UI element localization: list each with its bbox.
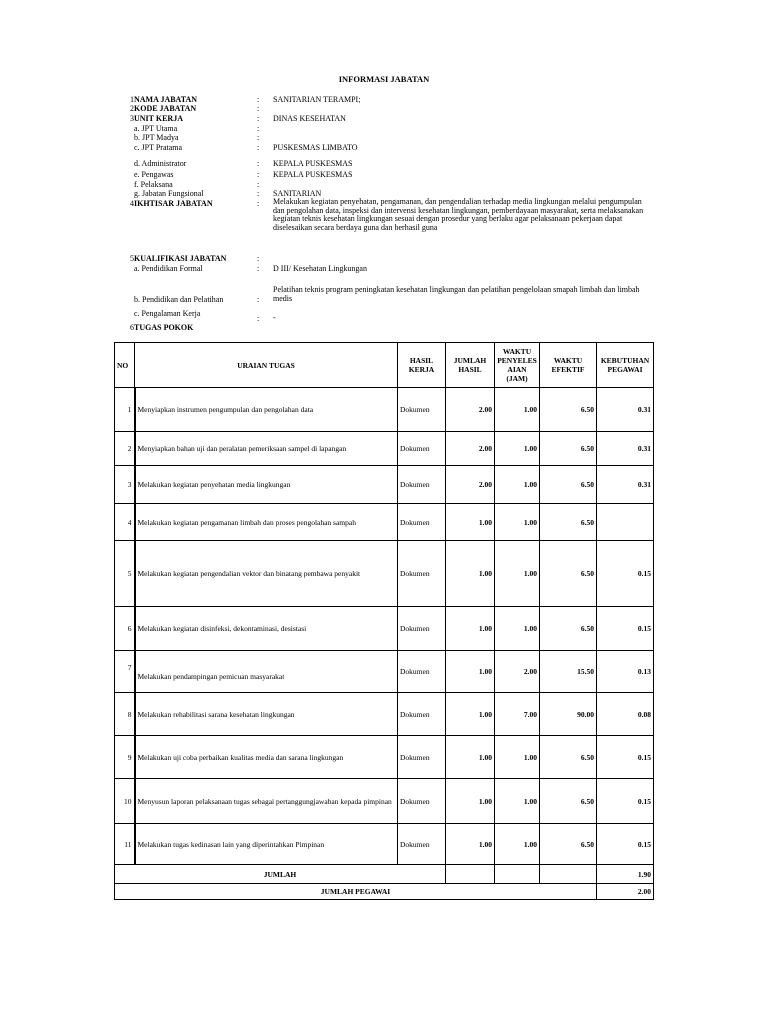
- row-number: 3: [115, 466, 135, 504]
- qual-value-pengalaman: -: [273, 313, 276, 322]
- row-kebutuhan: 0.15: [597, 824, 654, 865]
- row-task: Melakukan tugas kedinasan lain yang diperintahkan Pimpinan: [135, 824, 398, 865]
- unit-label-jabatan-fungsional: g. Jabatan Fungsional: [134, 189, 204, 198]
- field-number: 6: [130, 323, 134, 332]
- unit-label-administrator: d. Administrator: [134, 159, 187, 168]
- qual-value-pelatihan: Pelatihan teknis program peningkatan kesehatan lingkungan dan pelatihan pengelolaan smapah limbah dan limbah medis: [273, 285, 640, 303]
- row-waktu: 1.00: [495, 607, 540, 651]
- field-colon: :: [257, 199, 260, 208]
- task-table: [114, 342, 654, 900]
- row-kebutuhan: [597, 504, 654, 541]
- field-number: 3: [130, 114, 134, 123]
- row-task: Menyusun laporan pelaksanaan tugas sebagai pertanggungjawaban kepada pimpinan: [135, 779, 398, 824]
- row-task: Melakukan kegiatan disinfeksi, dekontaminasi, desistasi: [135, 607, 398, 651]
- field-value-unit-kerja: DINAS KESEHATAN: [273, 114, 346, 123]
- table-row: [115, 651, 654, 693]
- field-colon: :: [257, 264, 260, 273]
- header-jumlah-hasil: JUMLAH HASIL: [446, 343, 495, 388]
- table-row: [115, 693, 654, 736]
- field-label-tugas-pokok: TUGAS POKOK: [134, 323, 194, 332]
- field-colon: :: [257, 95, 260, 104]
- row-jumlah: 1.00: [446, 779, 495, 824]
- field-colon: :: [257, 143, 260, 152]
- row-kebutuhan: 0.15: [597, 779, 654, 824]
- row-jumlah: 1.00: [446, 693, 495, 736]
- table-row: [115, 504, 654, 541]
- row-efektif: 6.50: [540, 466, 597, 504]
- row-jumlah: 1.00: [446, 541, 495, 607]
- total-value: 1.90: [597, 865, 654, 884]
- page-title: INFORMASI JABATAN: [338, 74, 430, 84]
- row-jumlah: 2.00: [446, 466, 495, 504]
- unit-label-jpt-utama: a. JPT Utama: [134, 124, 178, 133]
- field-number: 4: [130, 199, 134, 208]
- row-efektif: 6.50: [540, 541, 597, 607]
- field-number: 1: [130, 95, 134, 104]
- unit-value-administrator: KEPALA PUSKESMAS: [273, 159, 353, 168]
- row-task: Melakukan uji coba perbaikan kualitas media dan sarana lingkungan: [135, 736, 398, 779]
- table-header-row: [115, 343, 654, 388]
- header-hasil-kerja: HASIL KERJA: [398, 343, 446, 388]
- row-efektif: 90.00: [540, 693, 597, 736]
- row-jumlah: 1.00: [446, 607, 495, 651]
- job-info-section: [0, 0, 768, 340]
- field-colon: :: [257, 159, 260, 168]
- row-kebutuhan: 0.15: [597, 736, 654, 779]
- row-waktu: 1.00: [495, 736, 540, 779]
- header-waktu-penyelesaian: WAKTU PENYELES AIAN (JAM): [495, 343, 540, 388]
- row-hasil: Dokumen: [398, 541, 446, 607]
- row-efektif: 6.50: [540, 432, 597, 466]
- row-kebutuhan: 0.31: [597, 432, 654, 466]
- qual-label-pendidikan-formal: a. Pendidikan Formal: [134, 264, 203, 273]
- row-jumlah: 2.00: [446, 388, 495, 432]
- row-number: 1: [115, 388, 135, 432]
- table-row: [115, 736, 654, 779]
- field-colon: :: [257, 189, 260, 198]
- field-colon: :: [257, 170, 260, 179]
- row-waktu: 1.00: [495, 466, 540, 504]
- row-hasil: Dokumen: [398, 651, 446, 693]
- row-task: Melakukan pendampingan pemicuan masyarakat: [135, 651, 398, 693]
- row-hasil: Dokumen: [398, 779, 446, 824]
- row-hasil: Dokumen: [398, 388, 446, 432]
- qual-value-pendidikan-formal: D III/ Kesehatan Lingkungan: [273, 264, 367, 273]
- unit-value-jpt-pratama: PUSKESMAS LIMBATO: [273, 143, 358, 152]
- unit-label-pengawas: e. Pengawas: [134, 170, 174, 179]
- row-number: 9: [115, 736, 135, 779]
- table-row: [115, 779, 654, 824]
- row-number: 2: [115, 432, 135, 466]
- row-task: Melakukan rehabilitasi sarana kesehatan lingkungan: [135, 693, 398, 736]
- row-number: 7: [115, 651, 135, 693]
- row-efektif: 6.50: [540, 388, 597, 432]
- row-number: 6: [115, 607, 135, 651]
- row-number: 5: [115, 541, 135, 607]
- row-efektif: 15.50: [540, 651, 597, 693]
- field-label-unit-kerja: UNIT KERJA: [134, 114, 183, 123]
- field-value-nama-jabatan: SANITARIAN TERAMPI;: [273, 95, 361, 104]
- row-efektif: 6.50: [540, 779, 597, 824]
- row-jumlah: 1.00: [446, 736, 495, 779]
- row-number: 10: [115, 779, 135, 824]
- row-waktu: 1.00: [495, 432, 540, 466]
- row-jumlah: 1.00: [446, 504, 495, 541]
- field-label-ikhtisar-jabatan: IKHTISAR JABATAN: [134, 199, 213, 208]
- row-number: 11: [115, 824, 135, 865]
- row-kebutuhan: 0.15: [597, 607, 654, 651]
- table-row: [115, 432, 654, 466]
- field-colon: :: [257, 114, 260, 123]
- row-task: Melakukan kegiatan pengendalian vektor dan binatang pembawa penyakit: [135, 541, 398, 607]
- qual-label-pengalaman: c. Pengalaman Kerja: [134, 309, 201, 318]
- table-row: [115, 388, 654, 432]
- row-kebutuhan: 0.31: [597, 466, 654, 504]
- field-colon: :: [257, 180, 260, 189]
- row-waktu: 1.00: [495, 504, 540, 541]
- header-waktu-efektif: WAKTU EFEKTIF: [540, 343, 597, 388]
- row-efektif: 6.50: [540, 736, 597, 779]
- row-efektif: 6.50: [540, 504, 597, 541]
- row-waktu: 2.00: [495, 651, 540, 693]
- row-waktu: 1.00: [495, 541, 540, 607]
- field-value-ikhtisar-jabatan: Melakukan kegiatan penyehatan, pengamanan, dan pengendalian terhadap media lingkungan melalui pengumpulan dan pengolahan data, inspeksi dan intervensi kesehatan lingkungan, pemberdayaan masyarakat, serta melaksanakan kegiatan teknis kesehatan lingkungan sesuai dengan prosedur yang berlaku agar pelaksanaan pekerjaan dapat diselesaikan secara berdaya guna dan berhasil guna: [273, 197, 644, 232]
- row-waktu: 1.00: [495, 779, 540, 824]
- unit-value-pengawas: KEPALA PUSKESMAS: [273, 170, 353, 179]
- row-hasil: Dokumen: [398, 607, 446, 651]
- table-row: [115, 824, 654, 865]
- field-number: 5: [130, 254, 134, 263]
- row-number: 4: [115, 504, 135, 541]
- qual-label-pelatihan: b. Pendidikan dan Pelatihan: [134, 295, 224, 304]
- row-task: Melakukan kegiatan pengamanan limbah dan proses pengolahan sampah: [135, 504, 398, 541]
- header-no: NO: [115, 343, 135, 388]
- field-colon: :: [257, 133, 260, 142]
- field-colon: :: [257, 295, 260, 304]
- total-empty-cell: [446, 865, 495, 884]
- row-jumlah: 1.00: [446, 824, 495, 865]
- field-colon: :: [257, 124, 260, 133]
- unit-value-jabatan-fungsional: SANITARIAN: [273, 189, 322, 198]
- row-efektif: 6.50: [540, 607, 597, 651]
- total-empty-cell: [495, 865, 540, 884]
- row-hasil: Dokumen: [398, 432, 446, 466]
- total-pegawai-label: JUMLAH PEGAWAI: [115, 884, 597, 900]
- total-pegawai-value: 2.00: [597, 884, 654, 900]
- row-jumlah: 2.00: [446, 432, 495, 466]
- header-kebutuhan-pegawai: KEBUTUHAN PEGAWAI: [597, 343, 654, 388]
- row-hasil: Dokumen: [398, 824, 446, 865]
- row-hasil: Dokumen: [398, 736, 446, 779]
- total-empty-cell: [540, 865, 597, 884]
- row-task: Melakukan kegiatan penyehatan media lingkungan: [135, 466, 398, 504]
- row-kebutuhan: 0.13: [597, 651, 654, 693]
- unit-label-jpt-madya: b. JPT Madya: [134, 133, 179, 142]
- unit-label-pelaksana: f. Pelaksana: [134, 180, 173, 189]
- row-task: Menyiapkan bahan uji dan peralatan pemeriksaan sampel di lapangan: [135, 432, 398, 466]
- row-hasil: Dokumen: [398, 693, 446, 736]
- row-efektif: 6.50: [540, 824, 597, 865]
- field-label-kualifikasi-jabatan: KUALIFIKASI JABATAN: [134, 254, 227, 263]
- field-number: 2: [130, 104, 134, 113]
- row-kebutuhan: 0.31: [597, 388, 654, 432]
- total-label: JUMLAH: [115, 865, 446, 884]
- row-waktu: 7.00: [495, 693, 540, 736]
- field-colon: :: [257, 254, 260, 263]
- field-colon: :: [257, 104, 260, 113]
- row-hasil: Dokumen: [398, 466, 446, 504]
- header-uraian-tugas: URAIAN TUGAS: [135, 343, 398, 388]
- row-waktu: 1.00: [495, 824, 540, 865]
- table-row: [115, 607, 654, 651]
- row-waktu: 1.00: [495, 388, 540, 432]
- field-label-nama-jabatan: NAMA JABATAN: [134, 95, 198, 104]
- field-label-kode-jabatan: KODE JABATAN: [134, 104, 197, 113]
- field-colon: :: [257, 314, 260, 323]
- total-pegawai-row: [115, 884, 654, 900]
- row-kebutuhan: 0.08: [597, 693, 654, 736]
- table-row: [115, 541, 654, 607]
- row-jumlah: 1.00: [446, 651, 495, 693]
- row-kebutuhan: 0.15: [597, 541, 654, 607]
- table-row: [115, 466, 654, 504]
- row-task: Menyiapkan instrumen pengumpulan dan pengolahan data: [135, 388, 398, 432]
- total-row: [115, 865, 654, 884]
- unit-label-jpt-pratama: c. JPT Pratama: [134, 143, 183, 152]
- row-number: 8: [115, 693, 135, 736]
- row-hasil: Dokumen: [398, 504, 446, 541]
